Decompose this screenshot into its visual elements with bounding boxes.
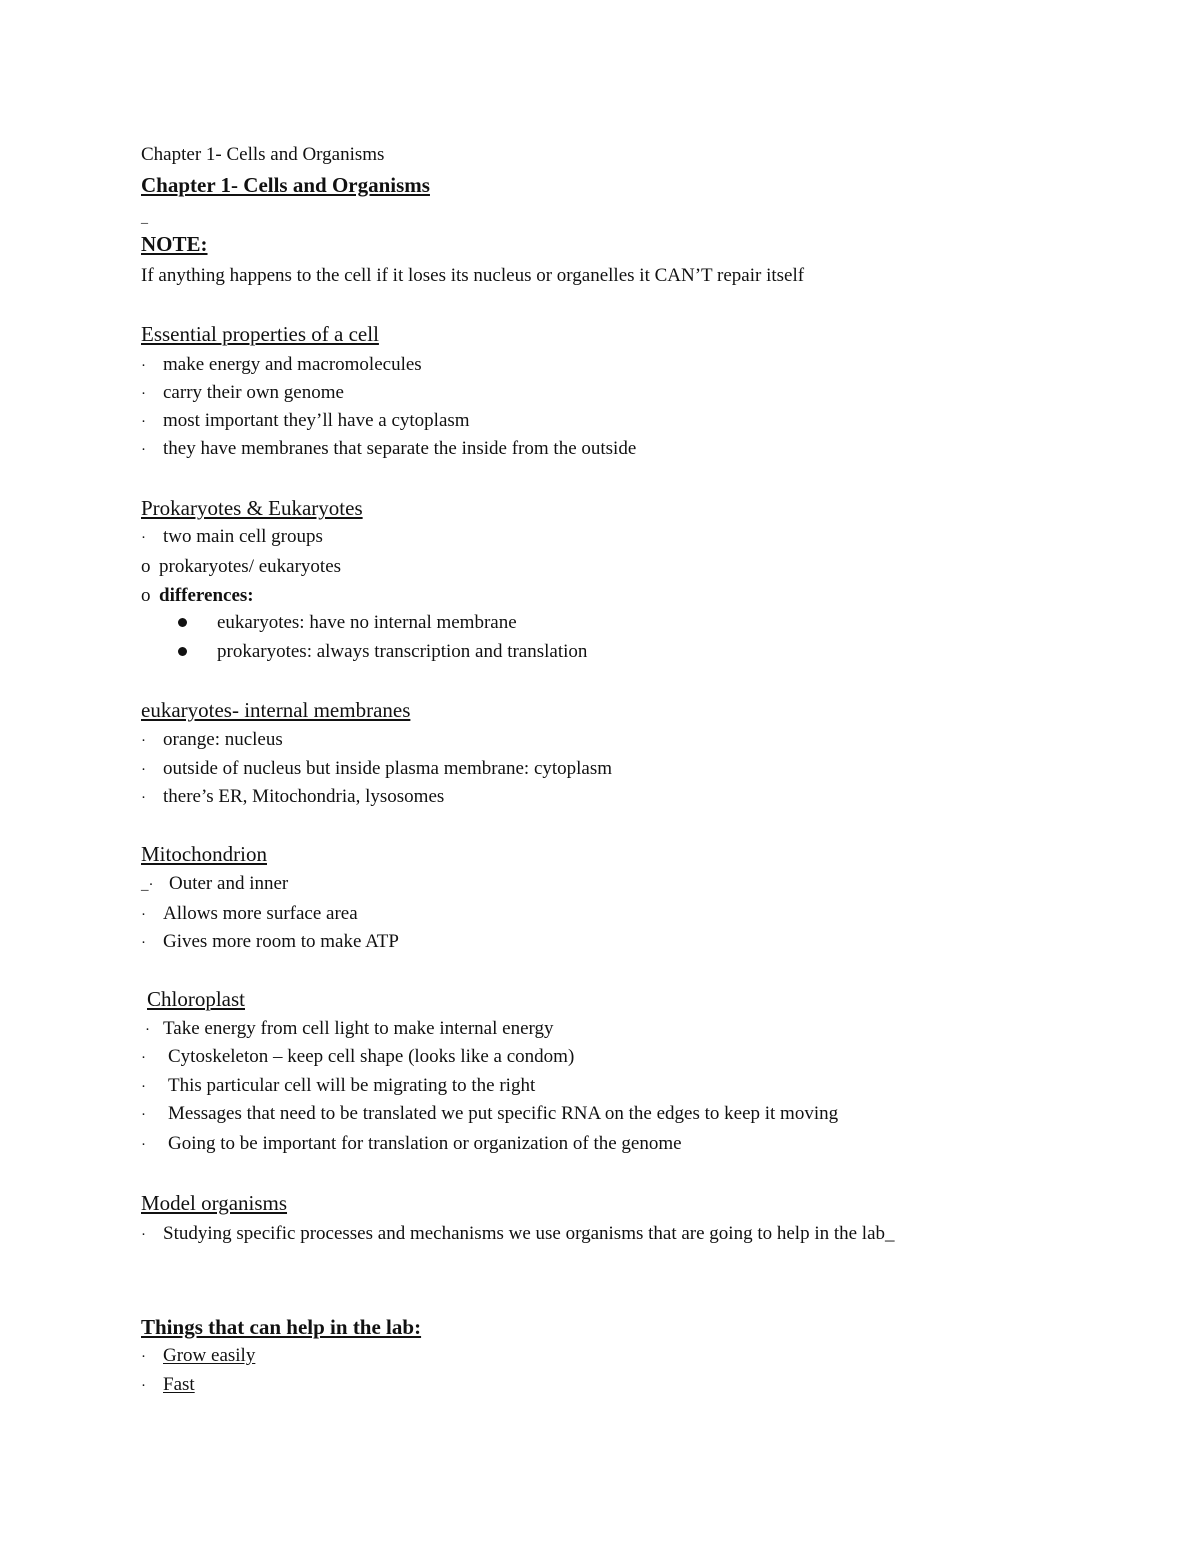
bullet-glyph: · [141, 414, 146, 430]
list-item-text: Going to be important for translation or organization of the genome [168, 1133, 682, 1154]
list-item [141, 1102, 838, 1127]
list-item [141, 930, 399, 955]
list-item-text: Allows more surface area [163, 903, 358, 924]
list-item-text: Grow easily [163, 1345, 256, 1366]
list-item-text: they have membranes that separate the inside from the outside [163, 438, 637, 459]
bullet-glyph: · [141, 1227, 146, 1243]
list-item [141, 1373, 195, 1398]
sub-list-item [141, 584, 254, 608]
sub-list-item-text: differences: [159, 585, 254, 606]
filled-circle-icon [178, 647, 187, 656]
list-item-text: Messages that need to be translated we put specific RNA on the edges to keep it moving [168, 1103, 839, 1124]
list-item-text: there’s ER, Mitochondria, lysosomes [163, 786, 445, 807]
list-item-text: two main cell groups [163, 526, 323, 547]
list-item-text: Take energy from cell light to make internal energy [163, 1018, 554, 1039]
list-item [141, 1132, 682, 1157]
bullet-glyph: · [141, 386, 146, 402]
nested-list-item [178, 611, 517, 635]
section-heading-essential: Essential properties of a cell [141, 322, 379, 346]
list-item [141, 757, 612, 782]
list-item [141, 1074, 535, 1099]
bullet-glyph: · [141, 358, 146, 374]
nested-list-item [178, 640, 587, 664]
list-item-text: This particular cell will be migrating to the right [168, 1075, 536, 1096]
section-heading-prokaryotes-eukaryotes: Prokaryotes & Eukaryotes [141, 496, 363, 520]
list-item-text: carry their own genome [163, 382, 344, 403]
bullet-glyph: · [141, 1107, 146, 1123]
nested-list-item-text: prokaryotes: always transcription and translation [217, 641, 588, 662]
bullet-glyph: · [141, 1137, 146, 1153]
stray-underscore: _ [141, 211, 148, 226]
section-heading-model-organisms: Model organisms [141, 1191, 288, 1215]
nested-list-item-text: eukaryotes: have no internal membrane [217, 612, 517, 633]
note-text: If anything happens to the cell if it loses its nucleus or organelles it CAN’T repair itself [141, 265, 805, 286]
list-item-text: outside of nucleus but inside plasma membrane: cytoplasm [163, 758, 613, 779]
list-item-text: Outer and inner [169, 873, 289, 894]
bullet-glyph: · [141, 907, 146, 923]
list-item [141, 872, 288, 897]
list-item-text: Cytoskeleton – keep cell shape (looks like a condom) [168, 1046, 575, 1067]
list-item-text: make energy and macromolecules [163, 354, 422, 375]
bullet-glyph: · [141, 442, 146, 458]
bullet-glyph: · [141, 733, 146, 749]
list-item [141, 1045, 574, 1070]
bullet-glyph: · [141, 790, 146, 806]
bullet-glyph: · [141, 530, 146, 546]
list-item-text: most important they’ll have a cytoplasm [163, 410, 470, 431]
bullet-glyph: · [141, 1050, 146, 1066]
list-item [141, 1222, 895, 1247]
list-item [141, 353, 422, 378]
sub-bullet-glyph: o [141, 585, 151, 606]
sub-list-item [141, 555, 341, 579]
sub-bullet-glyph: o [141, 556, 151, 577]
list-item-text: Fast [163, 1374, 195, 1395]
list-item [141, 525, 323, 550]
list-item [145, 1017, 554, 1042]
bullet-glyph: · [141, 1378, 146, 1394]
chapter-title-plain: Chapter 1- Cells and Organisms [141, 144, 385, 165]
list-item-text: Gives more room to make ATP [163, 931, 399, 952]
filled-circle-icon [178, 618, 187, 627]
section-heading-internal-membranes: eukaryotes- internal membranes [141, 698, 411, 722]
bullet-glyph: · [141, 1079, 146, 1095]
section-heading-chloroplast: Chloroplast [147, 987, 245, 1011]
bullet-glyph: · [145, 1022, 150, 1038]
bullet-glyph: · [141, 935, 146, 951]
list-item-text: Studying specific processes and mechanisms we use organisms that are going to help in the lab_ [163, 1223, 895, 1244]
list-item-text: orange: nucleus [163, 729, 283, 750]
bullet-glyph: _· [141, 877, 154, 893]
sub-list-item-text: prokaryotes/ eukaryotes [159, 556, 342, 577]
list-item [141, 785, 444, 810]
list-item [141, 1344, 255, 1369]
chapter-title-heading: Chapter 1- Cells and Organisms [141, 173, 430, 197]
list-item [141, 437, 636, 462]
list-item [141, 902, 358, 927]
list-item [141, 728, 283, 753]
list-item [141, 409, 470, 434]
list-item [141, 381, 344, 406]
note-label: NOTE: [141, 232, 208, 256]
section-heading-mitochondrion: Mitochondrion [141, 842, 267, 866]
section-heading-lab-help: Things that can help in the lab: [141, 1315, 422, 1339]
bullet-glyph: · [141, 762, 146, 778]
bullet-glyph: · [141, 1349, 146, 1365]
